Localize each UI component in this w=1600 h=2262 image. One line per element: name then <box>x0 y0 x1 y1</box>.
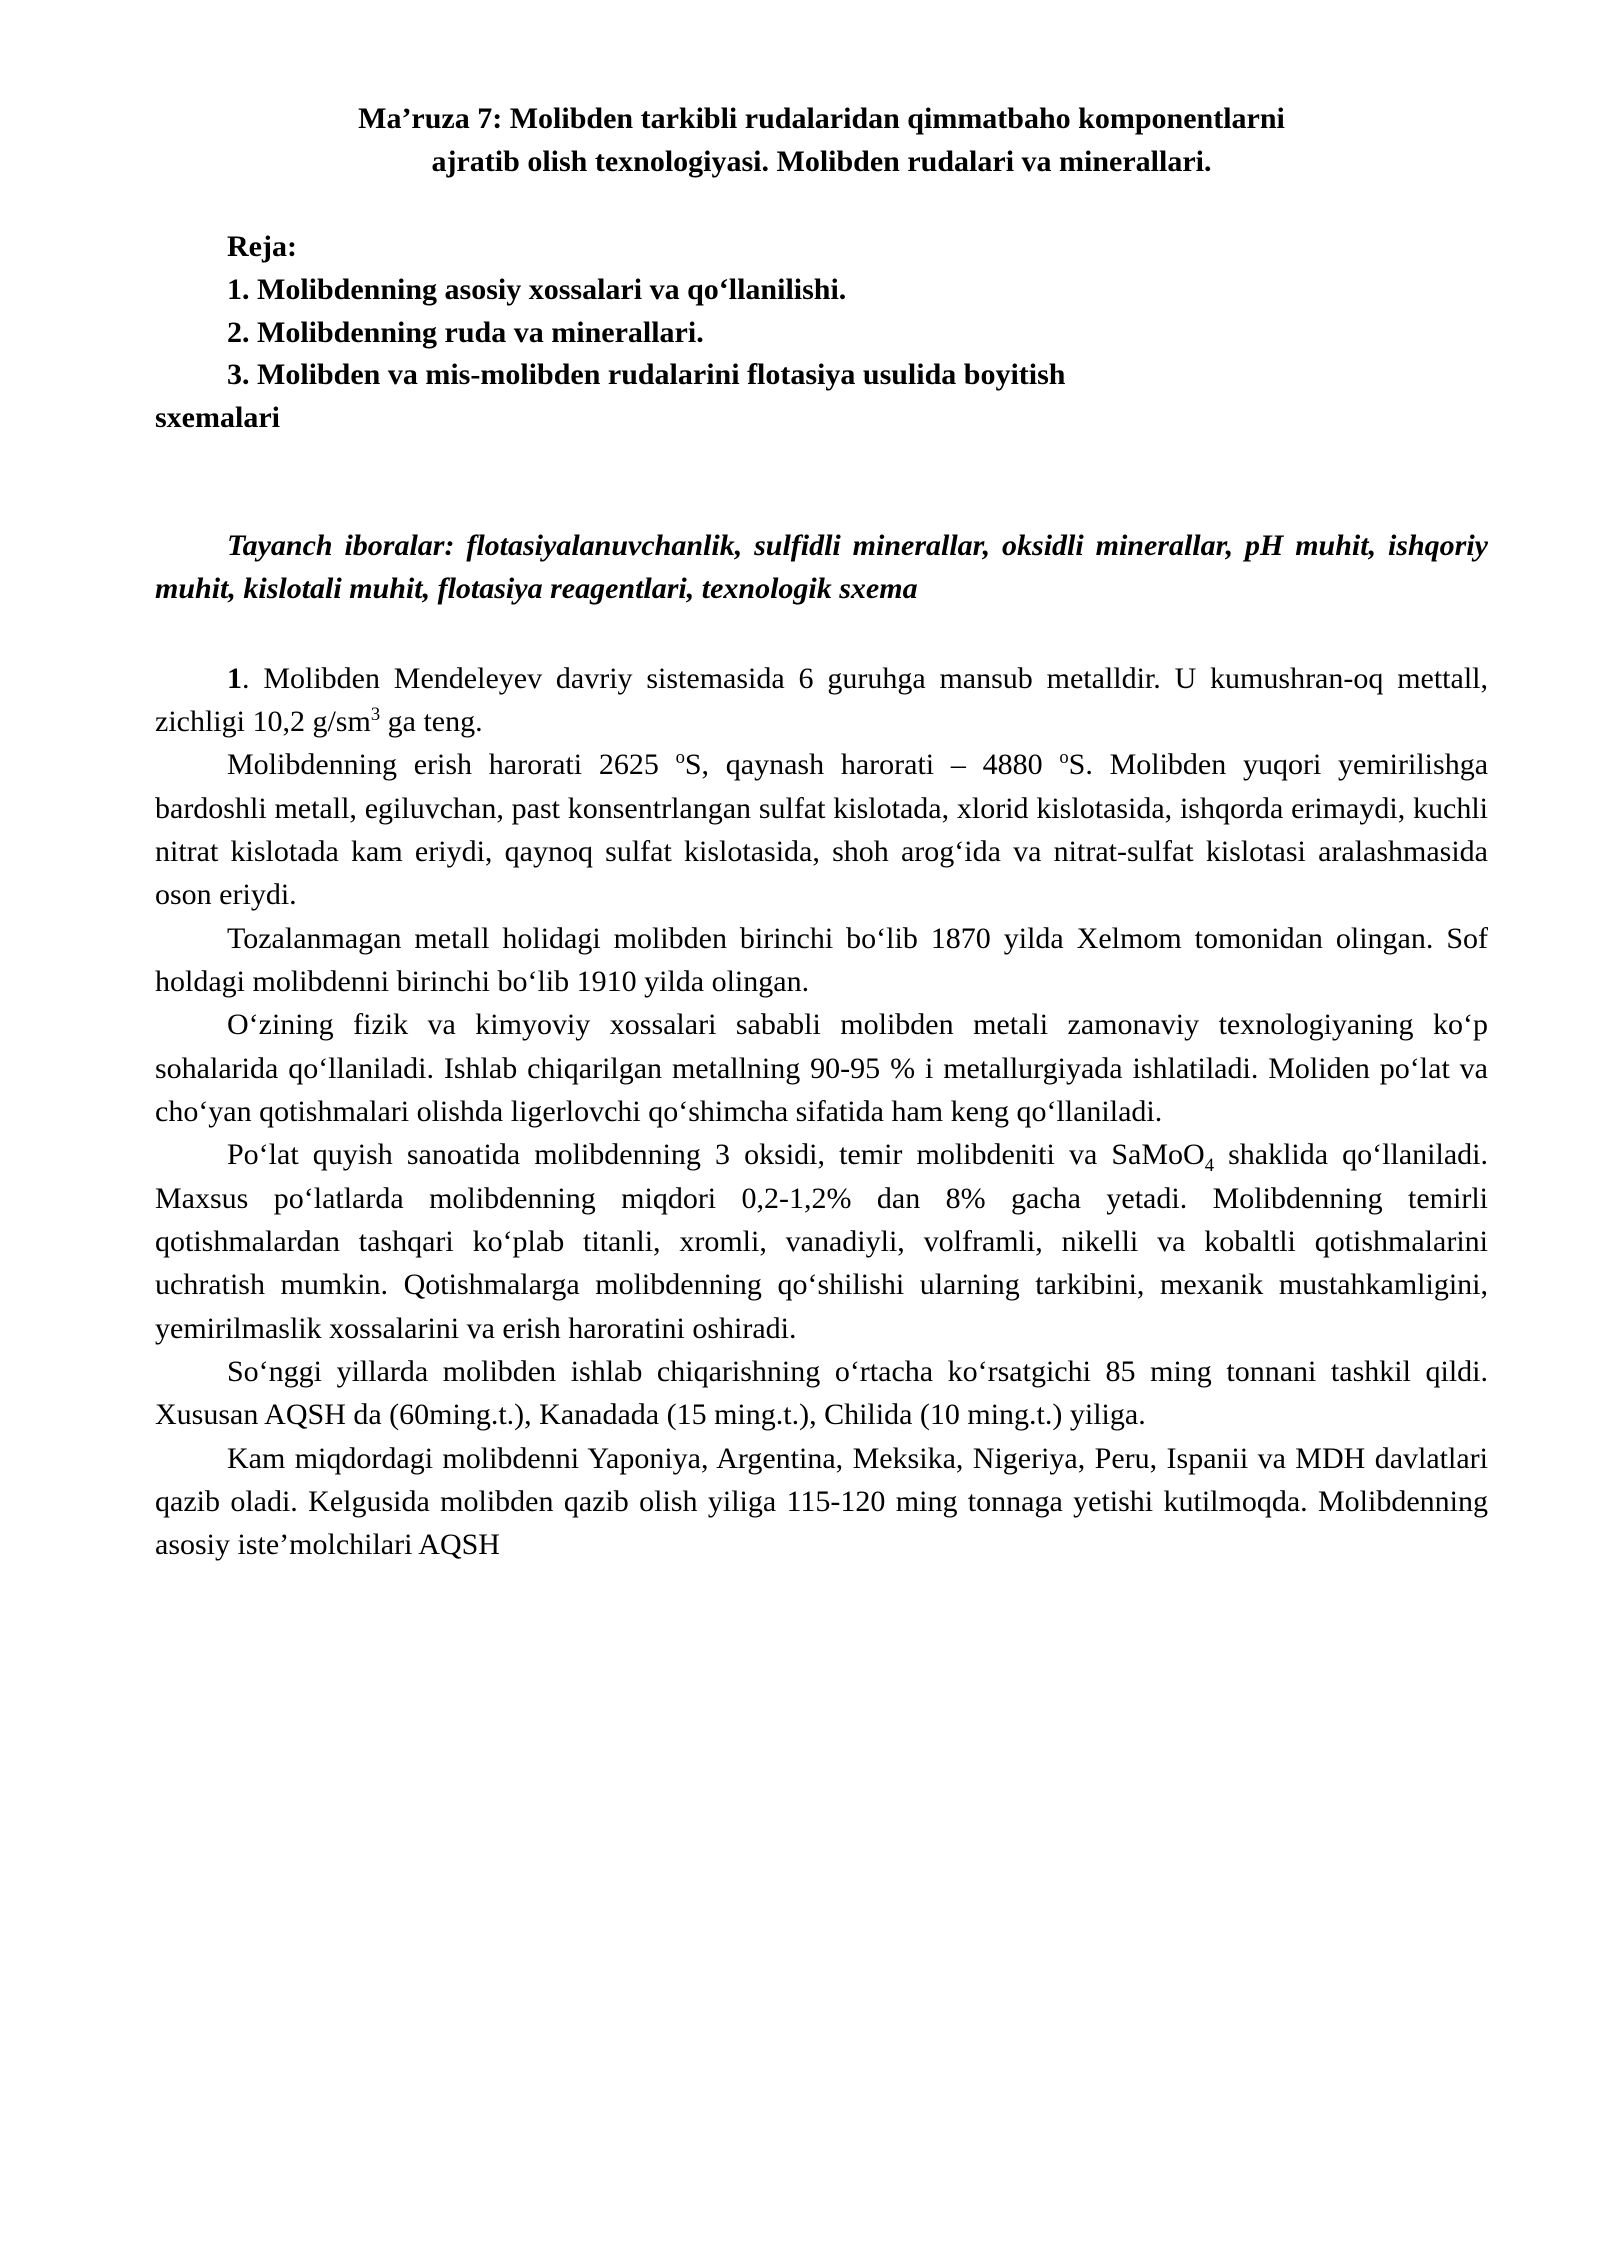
paragraph-2 <box>155 743 1488 916</box>
text-run: Kam miqdordagi molibdenni Yaponiya, Argentina, Meksika, Nigeriya, Peru, Ispanii va MDH davlatlari qazib oladi. Kelgusida molibden qazib olish yiliga 115-120 ming tonnaga yetishi kutilmoqda. Molibdenning asosiy iste’molchilari AQSH <box>155 1441 1488 1562</box>
text-run: ga teng. <box>380 704 483 738</box>
superscript: o <box>1059 747 1069 769</box>
text-run: S. Molibden yuqori yemirilishga bardoshli metall, egiluvchan, past konsentrlangan sulfat kislotada, xlorid kislotasida, ishqorda erimaydi, kuchli nitrat kislotada kam eriydi, qaynoq sulfat kislotasida, shoh arog‘ida va nitrat-sulfat kislotasi aralashmasida oson eriydi. <box>155 748 1489 912</box>
text-run: shaklida qo‘llaniladi. Maxsus po‘latlarda molibdenning miqdori 0,2-1,2% dan 8% gacha yetadi. Molibdenning temirli qotishmalardan tashqari ko‘plab titanli, xromli, vanadiyli, volframli, nikelli va kobaltli qotishmalarini uchratish mumkin. Qotishmalarga molibdenning qo‘shilishi ularning tarkibini, mexanik mustahkamligini, yemirilmaslik xossalarini va erish haroratini oshiradi. <box>155 1138 1488 1345</box>
superscript: 3 <box>370 703 381 725</box>
plan-item-1: 1. Molibdenning asosiy xossalari va qo‘llanilishi. <box>227 272 847 306</box>
plan-item-2: 2. Molibdenning ruda va minerallari. <box>227 315 704 349</box>
paragraph-3 <box>155 917 1488 1004</box>
paragraph-7 <box>155 1437 1488 1567</box>
text-run: Tozalanmagan metall holidagi molibden birinchi bo‘lib 1870 yilda Xelmom tomonidan olingan. Sof holdagi molibdenni birinchi bo‘lib 1910 yilda olingan. <box>155 921 1488 999</box>
text-run: Po‘lat quyish sanoatida molibdenning 3 oksidi, temir molibdeniti va SaMoO <box>227 1138 1205 1172</box>
plan-section <box>155 226 1488 440</box>
text-run: S, qaynash harorati – 4880 <box>684 748 1060 782</box>
keywords-label: Tayanch iboralar: <box>227 529 455 563</box>
page-content <box>155 0 1488 1567</box>
plan-heading: Reja: <box>227 229 297 263</box>
keywords-paragraph <box>155 524 1488 610</box>
text-run: . Molibden Mendeleyev davriy sistemasida 6 guruhga mansub metalldir. U kumushran-oq mettall, zichligi 10,2 g/sm <box>155 661 1488 738</box>
lecture-title <box>155 98 1488 184</box>
keywords-text: flotasiyalanuvchanlik, sulfidli minerallar, oksidli minerallar, pH muhit, ishqoriy muhit, kislotali muhit, flotasiya reagentlari, texnologik sxema <box>155 529 1488 606</box>
paragraph-5 <box>155 1133 1488 1350</box>
title-line-2: ajratib olish texnologiyasi. Molibden rudalari va minerallari. <box>431 144 1212 178</box>
body-text <box>155 657 1488 1567</box>
title-line-1: Ma’ruza 7: Molibden tarkibli rudalaridan qimmatbaho komponentlarni <box>358 102 1285 135</box>
paragraph-4 <box>155 1003 1488 1133</box>
superscript: o <box>675 747 685 769</box>
paragraph-6 <box>155 1350 1488 1437</box>
text-run: Molibdenning erish harorati 2625 <box>227 748 676 782</box>
paragraph-1 <box>155 657 1488 744</box>
text-run: So‘nggi yillarda molibden ishlab chiqarishning o‘rtacha ko‘rsatgichi 85 ming tonnani tashkil qildi. Xususan AQSH da (60ming.t.), Kanadada (15 ming.t.), Chilida (10 ming.t.) yiliga. <box>155 1355 1488 1432</box>
text-run: O‘zining fizik va kimyoviy xossalari sababli molibden metali zamonaviy texnologiyaning ko‘p sohalarida qo‘llaniladi. Ishlab chiqarilgan metallning 90-95 % i metallurgiyada ishlatiladi. Moliden po‘lat va cho‘yan qotishmalari olishda ligerlovchi qo‘shimcha sifatida ham keng qo‘llaniladi. <box>155 1008 1488 1129</box>
plan-item-3-continuation: sxemalari <box>155 401 280 435</box>
subscript: 4 <box>1204 1155 1214 1177</box>
paragraph-lead-number: 1 <box>227 661 242 695</box>
plan-item-3: 3. Molibden va mis-molibden rudalarini flotasiya usulida boyitish <box>227 358 1066 392</box>
